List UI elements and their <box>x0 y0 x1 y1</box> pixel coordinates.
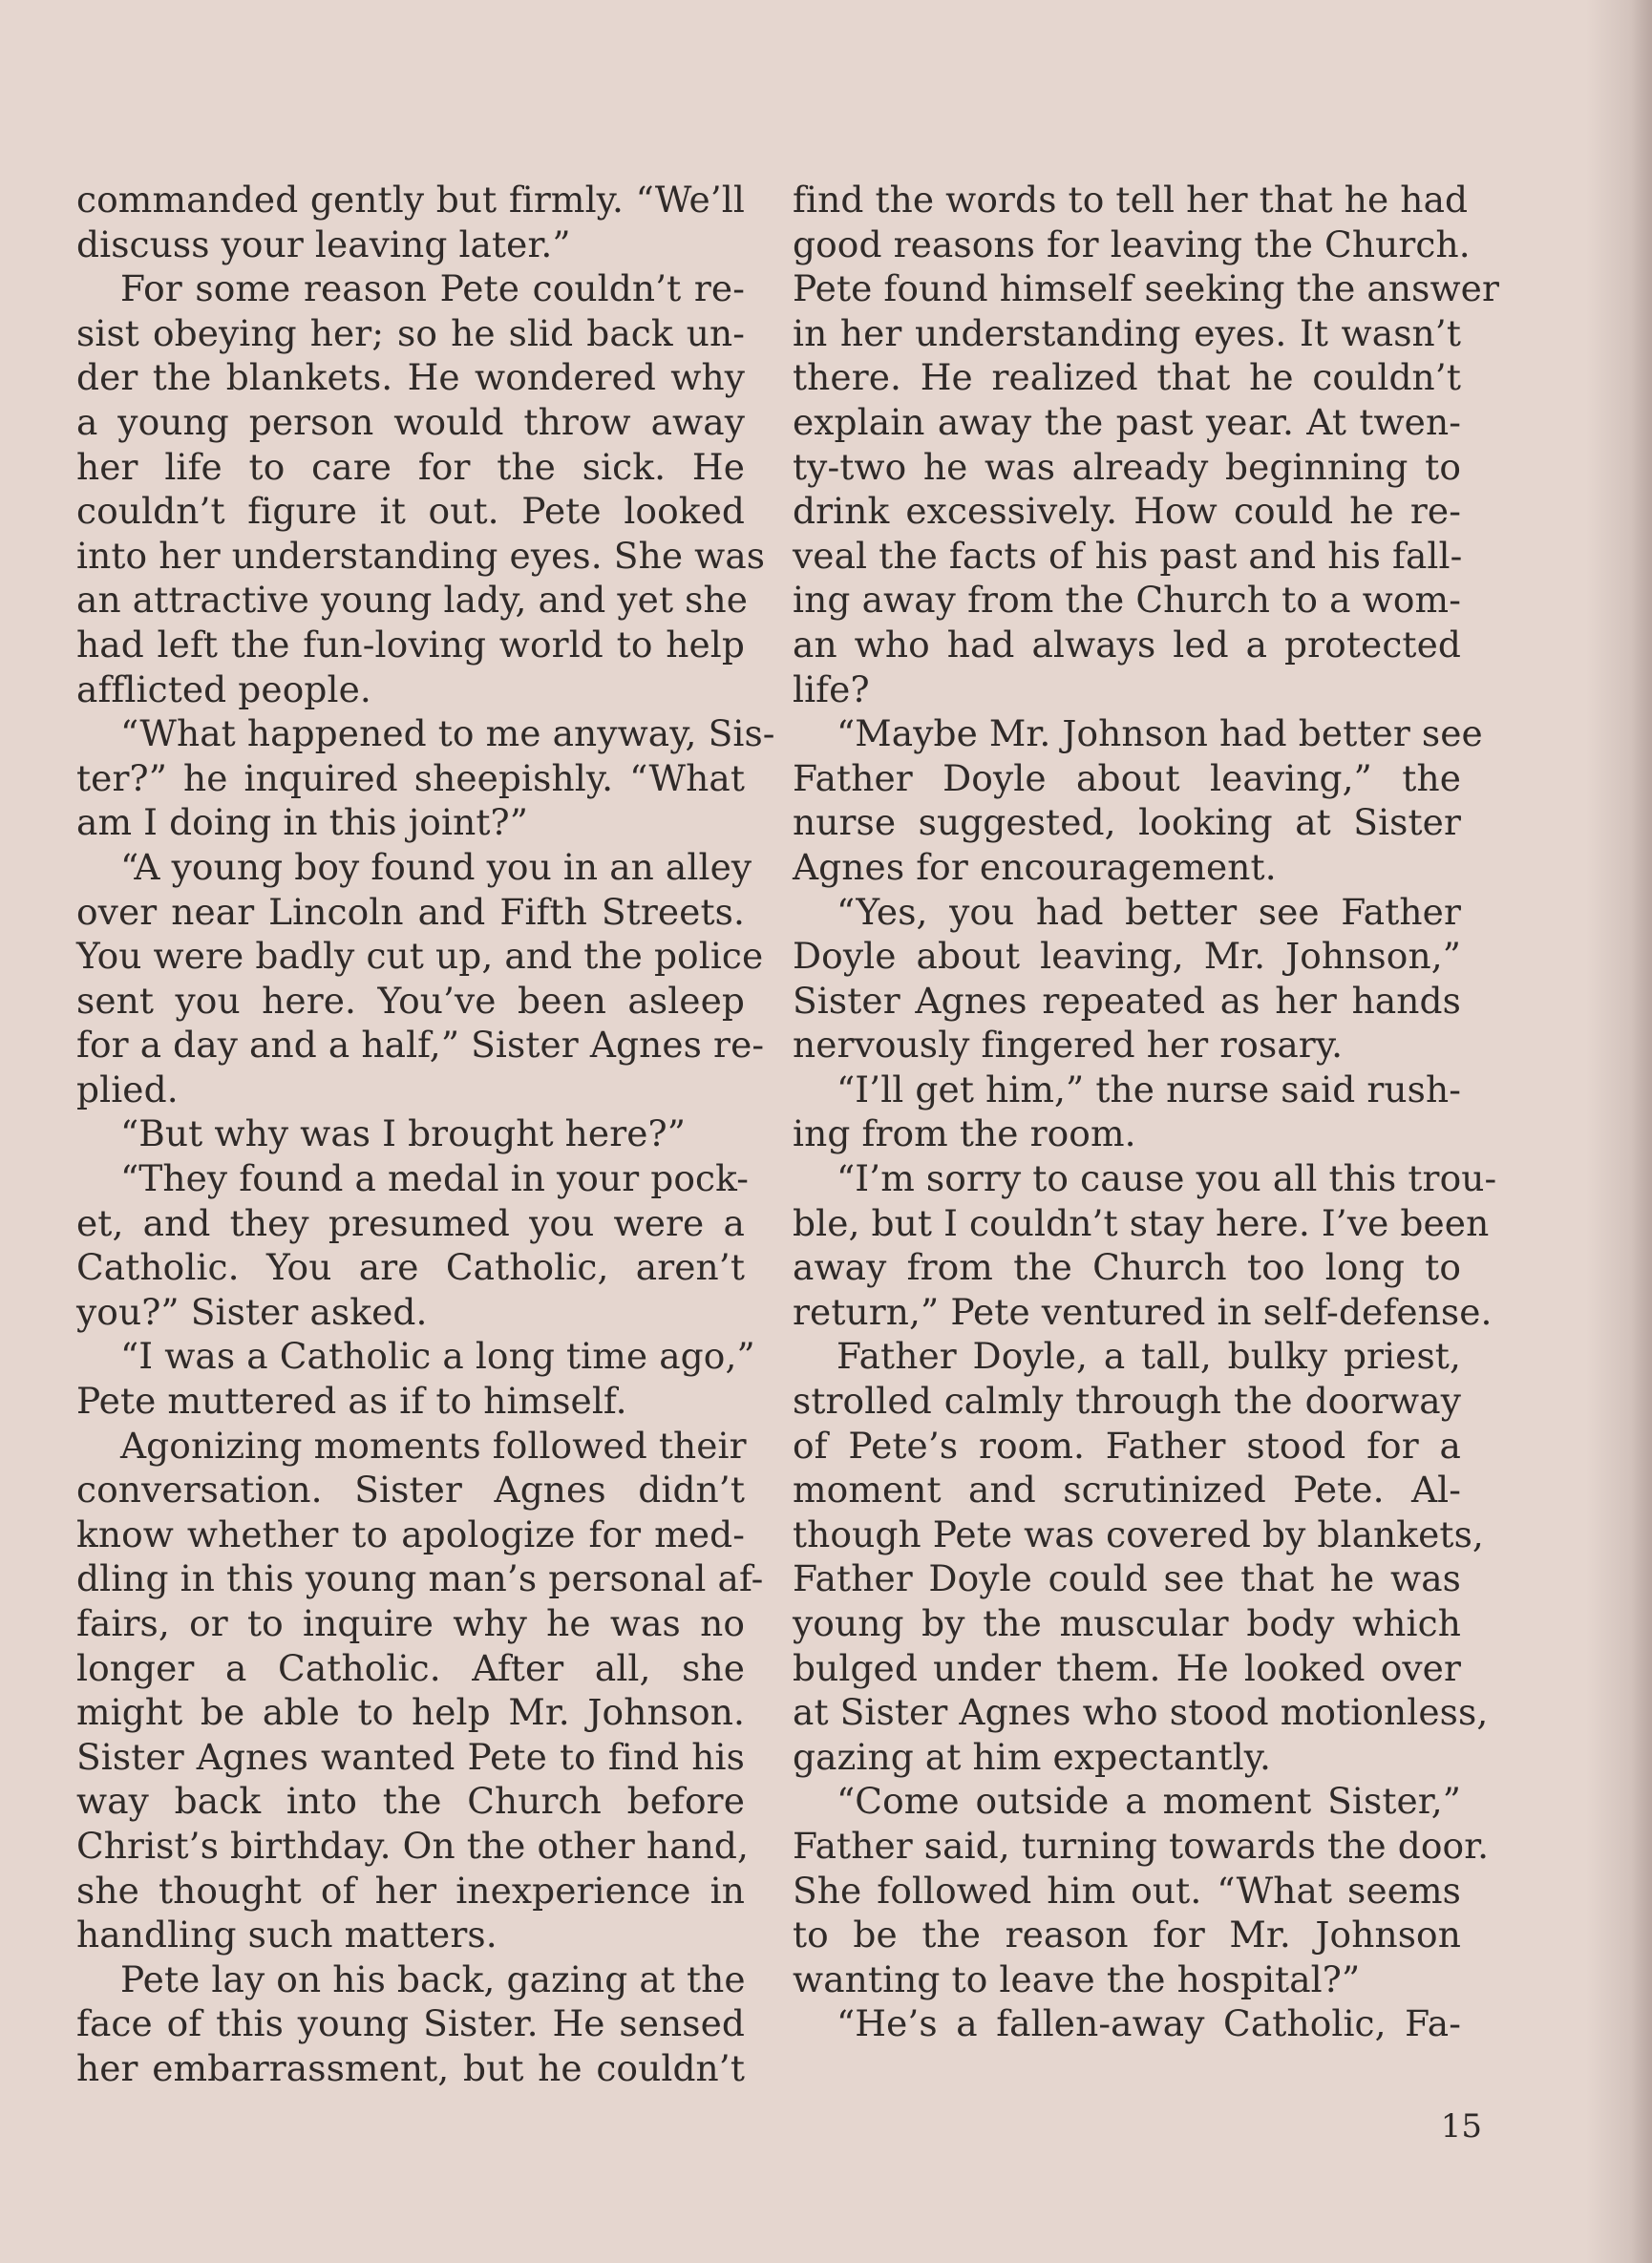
text-line: discuss your leaving later.” <box>76 222 571 265</box>
text-line: “Yes, you had better see Father <box>837 890 1461 933</box>
right-text-column <box>793 178 1499 2046</box>
text-line: For some reason Pete couldn’t re- <box>120 267 745 310</box>
text-line: know whether to apologize for med- <box>76 1512 745 1555</box>
text-line: Sister Agnes repeated as her hands <box>793 979 1461 1022</box>
text-line: longer a Catholic. After all, she <box>76 1646 745 1689</box>
text-line: strolled calmly through the doorway <box>793 1380 1461 1423</box>
text-line: way back into the Church before <box>76 1780 745 1823</box>
text-line: gazing at him expectantly. <box>793 1735 1272 1778</box>
text-line: “What happened to me anyway, Sis- <box>120 712 775 755</box>
text-line: handling such matters. <box>76 1914 498 1956</box>
text-line: “Maybe Mr. Johnson had better see <box>837 712 1483 755</box>
text-line: “I’m sorry to cause you all this trou- <box>837 1157 1497 1200</box>
text-line: explain away the past year. At twen- <box>793 400 1461 443</box>
text-line: commanded gently but firmly. “We’ll <box>76 179 745 221</box>
text-line: in her understanding eyes. It wasn’t <box>793 311 1461 354</box>
text-line: ble, but I couldn’t stay here. I’ve been <box>793 1201 1490 1244</box>
text-line: am I doing in this joint?” <box>76 801 528 844</box>
text-line: plied. <box>76 1068 179 1110</box>
text-line: ing away from the Church to a wom- <box>793 579 1461 622</box>
text-line: had left the fun-loving world to help <box>76 623 745 666</box>
text-line: Father Doyle could see that he was <box>793 1557 1461 1600</box>
text-line: Agonizing moments followed their <box>120 1424 747 1467</box>
text-line: an who had always led a protected <box>793 623 1461 666</box>
page-number: 15 <box>1440 2107 1482 2146</box>
page-edge-shadow <box>1631 0 1652 2263</box>
text-line: away from the Church too long to <box>793 1246 1461 1289</box>
text-line: You were badly cut up, and the police <box>76 935 764 978</box>
text-line: her embarrassment, but he couldn’t <box>76 2046 745 2089</box>
text-line: Pete lay on his back, gazing at the <box>120 1957 746 2000</box>
text-line: you?” Sister asked. <box>76 1290 428 1333</box>
text-line: dling in this young man’s personal af- <box>76 1557 764 1600</box>
text-line: ing from the room. <box>793 1112 1136 1155</box>
text-line: of Pete’s room. Father stood for a <box>793 1424 1461 1467</box>
text-line: Father Doyle, a tall, bulky priest, <box>837 1335 1461 1378</box>
left-text-column <box>76 178 775 2091</box>
text-line: “I’ll get him,” the nurse said rush- <box>837 1068 1461 1110</box>
text-line: nervously fingered her rosary. <box>793 1024 1344 1067</box>
text-line: “I was a Catholic a long time ago,” <box>120 1335 755 1378</box>
text-line: drink excessively. How could he re- <box>793 490 1461 533</box>
text-line: “He’s a fallen-away Catholic, Fa- <box>837 2002 1461 2045</box>
text-line: ter?” he inquired sheepishly. “What <box>76 756 745 799</box>
text-line: to be the reason for Mr. Johnson <box>793 1914 1461 1956</box>
text-line: et, and they presumed you were a <box>76 1201 745 1244</box>
text-line: “Come outside a moment Sister,” <box>837 1780 1461 1823</box>
text-line: “But why was I brought here?” <box>120 1112 687 1155</box>
text-line: bulged under them. He looked over <box>793 1646 1461 1689</box>
text-line: for a day and a half,” Sister Agnes re- <box>76 1024 765 1067</box>
text-line: “They found a medal in your pock- <box>120 1157 750 1200</box>
text-line: fairs, or to inquire why he was no <box>76 1602 745 1644</box>
text-line: der the blankets. He wondered why <box>76 356 745 399</box>
text-line: moment and scrutinized Pete. Al- <box>793 1469 1461 1512</box>
text-line: wanting to leave the hospital?” <box>793 1957 1361 2000</box>
text-line: though Pete was covered by blankets, <box>793 1512 1484 1555</box>
text-line: ty-two he was already beginning to <box>793 445 1461 488</box>
text-line: Sister Agnes wanted Pete to find his <box>76 1735 745 1778</box>
text-line: her life to care for the sick. He <box>76 445 745 488</box>
text-line: into her understanding eyes. She was <box>76 534 766 577</box>
text-line: good reasons for leaving the Church. <box>793 222 1471 265</box>
text-line: Pete found himself seeking the answer <box>793 267 1499 310</box>
text-line: veal the facts of his past and his fall- <box>793 534 1463 577</box>
text-line: Father Doyle about leaving,” the <box>793 756 1461 799</box>
text-line: “A young boy found you in an alley <box>120 845 752 888</box>
text-line: couldn’t figure it out. Pete looked <box>76 490 745 533</box>
text-line: sist obeying her; so he slid back un- <box>76 311 745 354</box>
text-line: Father said, turning towards the door. <box>793 1824 1490 1867</box>
text-line: She followed him out. “What seems <box>793 1869 1461 1912</box>
text-line: face of this young Sister. He sensed <box>76 2002 745 2045</box>
text-line: Christ’s birthday. On the other hand, <box>76 1824 749 1867</box>
text-line: at Sister Agnes who stood motionless, <box>793 1691 1489 1734</box>
text-line: life? <box>793 667 870 710</box>
text-line: over near Lincoln and Fifth Streets. <box>76 890 745 933</box>
text-line: there. He realized that he couldn’t <box>793 356 1461 399</box>
text-line: Doyle about leaving, Mr. Johnson,” <box>793 935 1461 978</box>
text-line: Catholic. You are Catholic, aren’t <box>76 1246 745 1289</box>
text-line: an attractive young lady, and yet she <box>76 579 749 622</box>
text-line: she thought of her inexperience in <box>76 1869 745 1912</box>
text-line: afflicted people. <box>76 667 371 710</box>
text-line: find the words to tell her that he had <box>793 179 1469 221</box>
text-line: sent you here. You’ve been asleep <box>76 979 745 1022</box>
text-line: conversation. Sister Agnes didn’t <box>76 1469 745 1512</box>
text-line: young by the muscular body which <box>793 1602 1461 1644</box>
text-line: Agnes for encouragement. <box>793 845 1277 888</box>
text-line: a young person would throw away <box>76 400 745 443</box>
text-line: return,” Pete ventured in self-defense. <box>793 1290 1493 1333</box>
text-line: Pete muttered as if to himself. <box>76 1380 627 1423</box>
text-line: might be able to help Mr. Johnson. <box>76 1691 745 1734</box>
text-line: nurse suggested, looking at Sister <box>793 801 1461 844</box>
